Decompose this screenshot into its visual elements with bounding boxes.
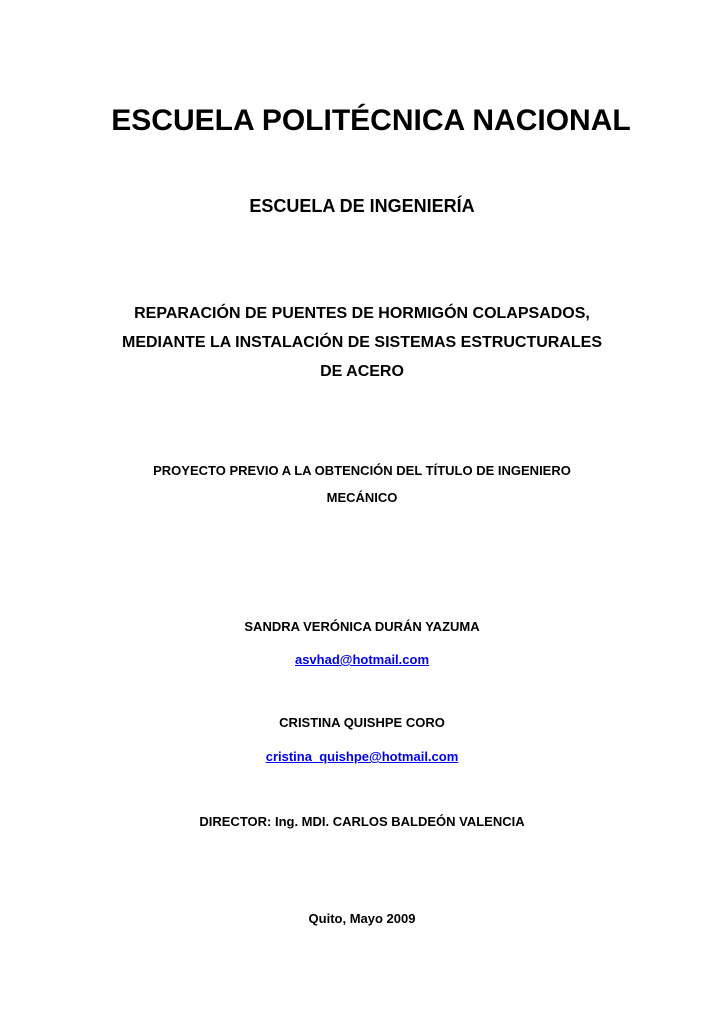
university-title: ESCUELA POLITÉCNICA NACIONAL bbox=[111, 104, 631, 137]
author-name-1: SANDRA VERÓNICA DURÁN YAZUMA bbox=[244, 619, 480, 634]
school-name: ESCUELA DE INGENIERÍA bbox=[249, 196, 475, 216]
author-email-link-2[interactable]: cristina_quishpe@hotmail.com bbox=[265, 749, 459, 764]
author-email-link-1[interactable]: asvhad@hotmail.com bbox=[294, 652, 430, 667]
author-email-2-container bbox=[0, 748, 724, 766]
thesis-title-line-1: REPARACIÓN DE PUENTES DE HORMIGÓN COLAPSADOS, bbox=[134, 305, 590, 322]
thesis-title-line-3: DE ACERO bbox=[320, 363, 404, 380]
place-date: Quito, Mayo 2009 bbox=[308, 911, 416, 926]
degree-statement-line-2: MECÁNICO bbox=[326, 490, 398, 505]
author-email-1-container bbox=[0, 651, 724, 669]
author-name-2: CRISTINA QUISHPE CORO bbox=[279, 715, 445, 730]
thesis-title-line-2: MEDIANTE LA INSTALACIÓN DE SISTEMAS ESTRUCTURALES bbox=[121, 334, 602, 351]
director-line: DIRECTOR: Ing. MDI. CARLOS BALDEÓN VALENCIA bbox=[199, 814, 525, 829]
degree-statement-line-1: PROYECTO PREVIO A LA OBTENCIÓN DEL TÍTULO DE INGENIERO bbox=[153, 463, 571, 478]
